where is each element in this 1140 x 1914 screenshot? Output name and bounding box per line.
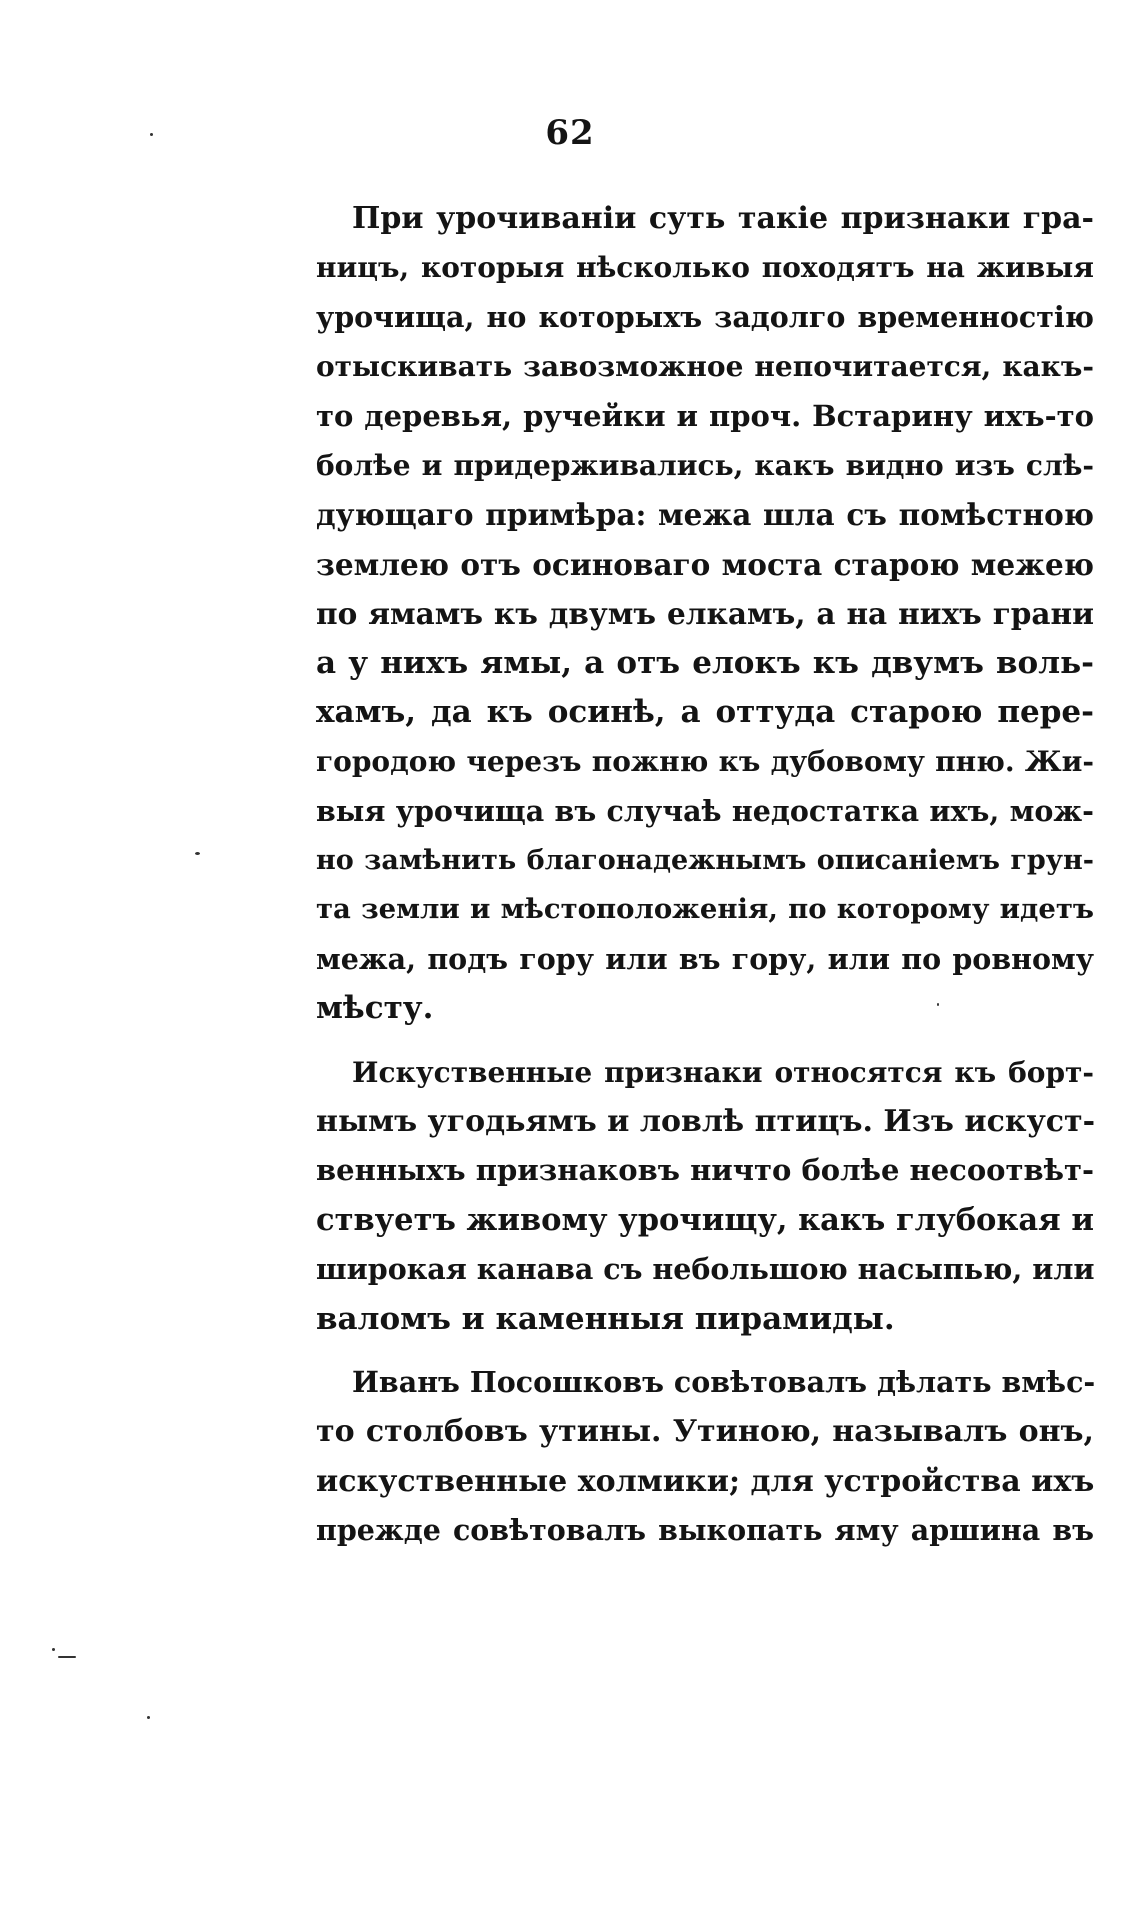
text-line: урочища, но которыхъ задолго временностію (316, 299, 1094, 334)
text-line: венныхъ признаковъ ничто болѣе несоотвѣт- (316, 1153, 1095, 1188)
text-line: по ямамъ къ двумъ елкамъ, а на нихъ грани (316, 596, 1094, 632)
text-line: городою черезъ пожню къ дубовому пню. Жи- (316, 745, 1094, 779)
text-line: хамъ, да къ осинѣ, а оттуда старою пере- (316, 693, 1094, 730)
text-line: нымъ угодьямъ и ловлѣ птицъ. Изъ искуст- (316, 1104, 1096, 1140)
scan-speck (937, 1003, 939, 1006)
text-line: ствуетъ живому урочищу, какъ глубокая и (316, 1201, 1094, 1238)
text-line: валомъ и каменныя пирамиды. (316, 1300, 895, 1337)
text-line: то деревья, ручейки и проч. Встарину ихъ-то (316, 398, 1094, 433)
scan-speck (150, 133, 153, 136)
text-line: широкая канава съ небольшою насыпью, или (316, 1252, 1095, 1287)
text-line: При урочиваніи суть такіе признаки гра- (352, 201, 1094, 236)
text-line: землею отъ осиноваго моста старою межею (316, 546, 1094, 582)
text-line: искуственные холмики; для устройства ихъ (316, 1463, 1095, 1499)
text-line: отыскивать завозможное непочитается, какъ- (316, 350, 1094, 384)
text-line: дующаго примѣра: межа шла съ помѣстною (316, 497, 1094, 533)
text-line: мѣсту. (316, 990, 434, 1027)
paragraph-2 (316, 1048, 1094, 1344)
text-line: Иванъ Посошковъ совѣтовалъ дѣлать вмѣс- (352, 1364, 1096, 1399)
text-line: Искуственные признаки относятся къ борт- (352, 1055, 1094, 1089)
body-text (316, 194, 1094, 1556)
text-line: ницъ, которыя нѣсколько походятъ на живыя (316, 251, 1094, 285)
scan-speck (147, 1716, 150, 1719)
paragraph-3 (316, 1358, 1094, 1556)
text-line: но замѣнить благонадежнымъ описаніемъ грун- (316, 845, 1094, 877)
text-line: выя урочища въ случаѣ недостатка ихъ, мож- (316, 793, 1094, 828)
text-line: межа, подъ гору или въ гору, или по ровному (316, 941, 1094, 976)
scan-speck (52, 1648, 55, 1651)
text-line: та земли и мѣстоположенія, по которому идетъ (316, 893, 1094, 926)
page-number: 62 (545, 113, 595, 153)
text-line: то столбовъ утины. Утиною, называлъ онъ, (316, 1414, 1094, 1450)
text-line: а у нихъ ямы, а отъ елокъ къ двумъ воль- (316, 644, 1094, 681)
text-line: болѣе и придерживались, какъ видно изъ слѣ- (316, 448, 1094, 482)
text-line: прежде совѣтовалъ выкопать яму аршина въ (316, 1513, 1094, 1548)
paragraph-1 (316, 194, 1094, 1034)
scan-speck (195, 852, 200, 855)
scan-speck (58, 1656, 76, 1658)
